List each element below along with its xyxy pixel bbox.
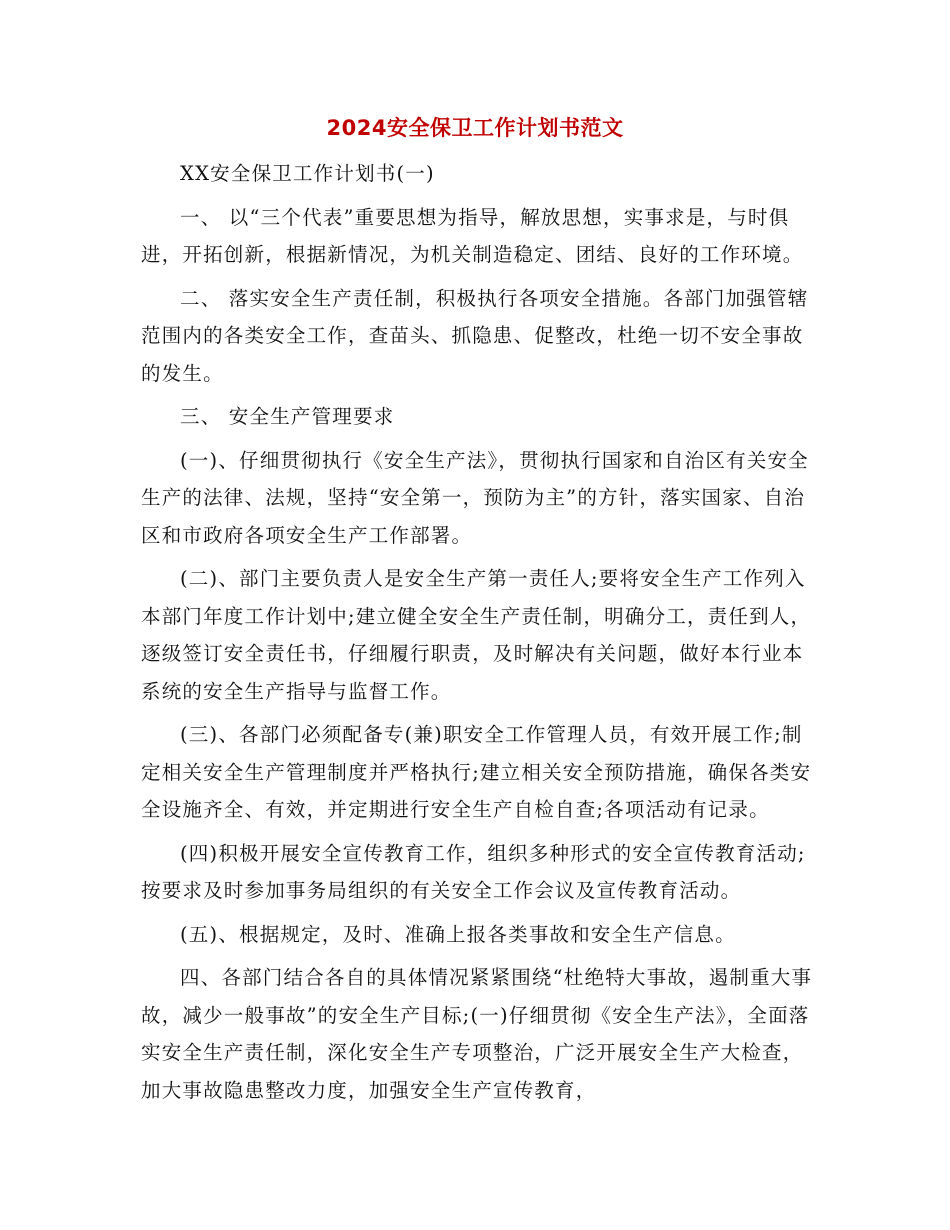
- paragraph: (五)、根据规定，及时、准确上报各类事故和安全生产信息。: [180, 922, 736, 946]
- paragraph: 三、 安全生产管理要求: [180, 405, 395, 428]
- paragraph: 二、 落实安全生产责任制，积极执行各项安全措施。各部门加强管辖范围内的各类安全工作，查苗头、抓隐患、促整改，杜绝一切不安全事故的发生。: [141, 286, 809, 385]
- paragraph: XX安全保卫工作计划书(一): [180, 162, 435, 185]
- paragraph: (一)、仔细贯彻执行《安全生产法》，贯彻执行国家和自治区有关安全生产的法律、法规，坚持“安全第一，预防为主”的方针，落实国家、自治区和市政府各项安全生产工作部署。: [141, 448, 809, 547]
- paragraph: (三)、各部门必须配备专(兼)职安全工作管理人员，有效开展工作;制定相关安全生产管理制度并严格执行;建立相关安全预防措施，确保各类安全设施齐全、有效，并定期进行安全生产自检自查;各项活动有记录。: [141, 723, 812, 821]
- paragraph: (二)、部门主要负责人是安全生产第一责任人;要将安全生产工作列入本部门年度工作计划中;建立健全安全生产责任制，明确分工，责任到人，逐级签订安全责任书，仔细履行职责，及时解决有关问题，做好本行业本系统的安全生产指导与监督工作。: [141, 567, 812, 703]
- paragraph: (四)积极开展安全宣传教育工作，组织多种形式的安全宣传教育活动;按要求及时参加事务局组织的有关安全工作会议及宣传教育活动。: [141, 841, 806, 902]
- document-title: 2024安全保卫工作计划书范文: [326, 116, 624, 140]
- paragraph: 一、 以“三个代表”重要思想为指导，解放思想，实事求是，与时俱进，开拓创新，根据新情况，为机关制造稳定、团结、良好的工作环境。: [141, 205, 804, 266]
- paragraph: 四、各部门结合各自的具体情况紧紧围绕“杜绝特大事故，遏制重大事故，减少一般事故”的安全生产目标;(一)仔细贯彻《安全生产法》，全面落实安全生产责任制，深化安全生产专项整治，广泛开展安全生产大检查，加大事故隐患整改力度，加强安全生产宣传教育，: [141, 966, 813, 1102]
- document-body: [141, 155, 813, 1115]
